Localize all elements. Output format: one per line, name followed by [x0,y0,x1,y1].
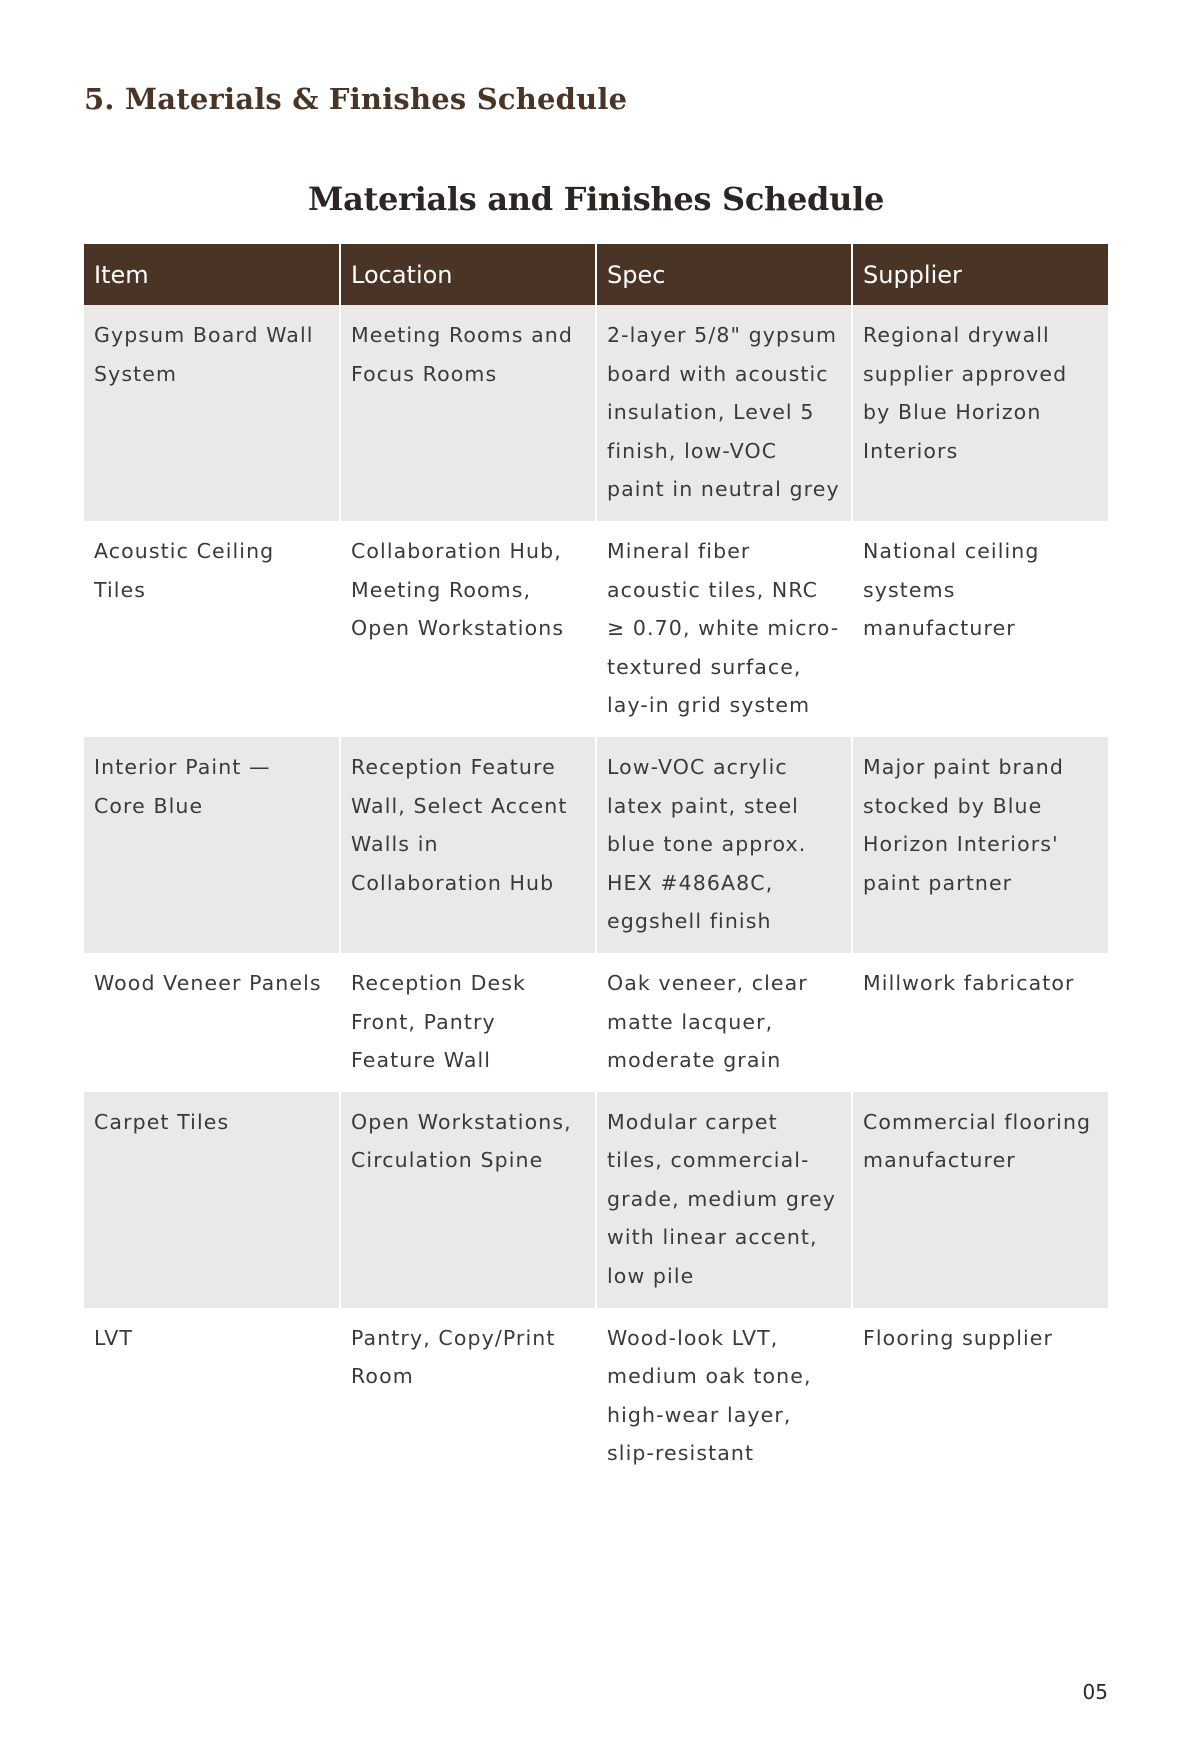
cell-location: Meeting Rooms and Focus Rooms [340,305,596,521]
page-number: 05 [1082,1680,1108,1704]
table-row [84,737,1108,953]
table-row [84,305,1108,521]
cell-supplier: Regional drywall supplier approved by Blue Horizon Interiors [852,305,1108,521]
table-row [84,953,1108,1092]
section-heading: 5. Materials & Finishes Schedule [84,82,628,116]
cell-supplier: Millwork fabricator [852,953,1108,1092]
cell-supplier: Commercial flooring manufacturer [852,1092,1108,1308]
table-row [84,1092,1108,1308]
cell-spec: Wood-look LVT, medium oak tone, high-wear layer, slip-resistant [596,1308,852,1485]
table-row [84,521,1108,737]
table-header [84,244,1108,305]
cell-supplier: Major paint brand stocked by Blue Horizon Interiors' paint partner [852,737,1108,953]
cell-item: Carpet Tiles [84,1092,340,1308]
column-header-location: Location [340,244,596,305]
cell-spec: 2-layer 5/8" gypsum board with acoustic insulation, Level 5 finish, low-VOC paint in neutral grey [596,305,852,521]
cell-spec: Mineral fiber acoustic tiles, NRC ≥ 0.70, white micro-textured surface, lay-in grid system [596,521,852,737]
cell-location: Reception Desk Front, Pantry Feature Wall [340,953,596,1092]
cell-spec: Oak veneer, clear matte lacquer, moderate grain [596,953,852,1092]
cell-item: Interior Paint — Core Blue [84,737,340,953]
cell-item: Gypsum Board Wall System [84,305,340,521]
cell-item: LVT [84,1308,340,1485]
column-header-spec: Spec [596,244,852,305]
cell-supplier: Flooring supplier [852,1308,1108,1485]
column-header-supplier: Supplier [852,244,1108,305]
cell-location: Reception Feature Wall, Select Accent Walls in Collaboration Hub [340,737,596,953]
cell-supplier: National ceiling systems manufacturer [852,521,1108,737]
cell-location: Collaboration Hub, Meeting Rooms, Open Workstations [340,521,596,737]
cell-spec: Low-VOC acrylic latex paint, steel blue tone approx. HEX #486A8C, eggshell finish [596,737,852,953]
cell-location: Pantry, Copy/Print Room [340,1308,596,1485]
column-header-item: Item [84,244,340,305]
cell-location: Open Workstations, Circulation Spine [340,1092,596,1308]
table-row [84,1308,1108,1485]
cell-item: Wood Veneer Panels [84,953,340,1092]
table-title: Materials and Finishes Schedule [307,180,885,218]
header-row [84,244,1108,305]
cell-item: Acoustic Ceiling Tiles [84,521,340,737]
materials-schedule-table [84,244,1108,1485]
table-body [84,305,1108,1485]
cell-spec: Modular carpet tiles, commercial-grade, medium grey with linear accent, low pile [596,1092,852,1308]
